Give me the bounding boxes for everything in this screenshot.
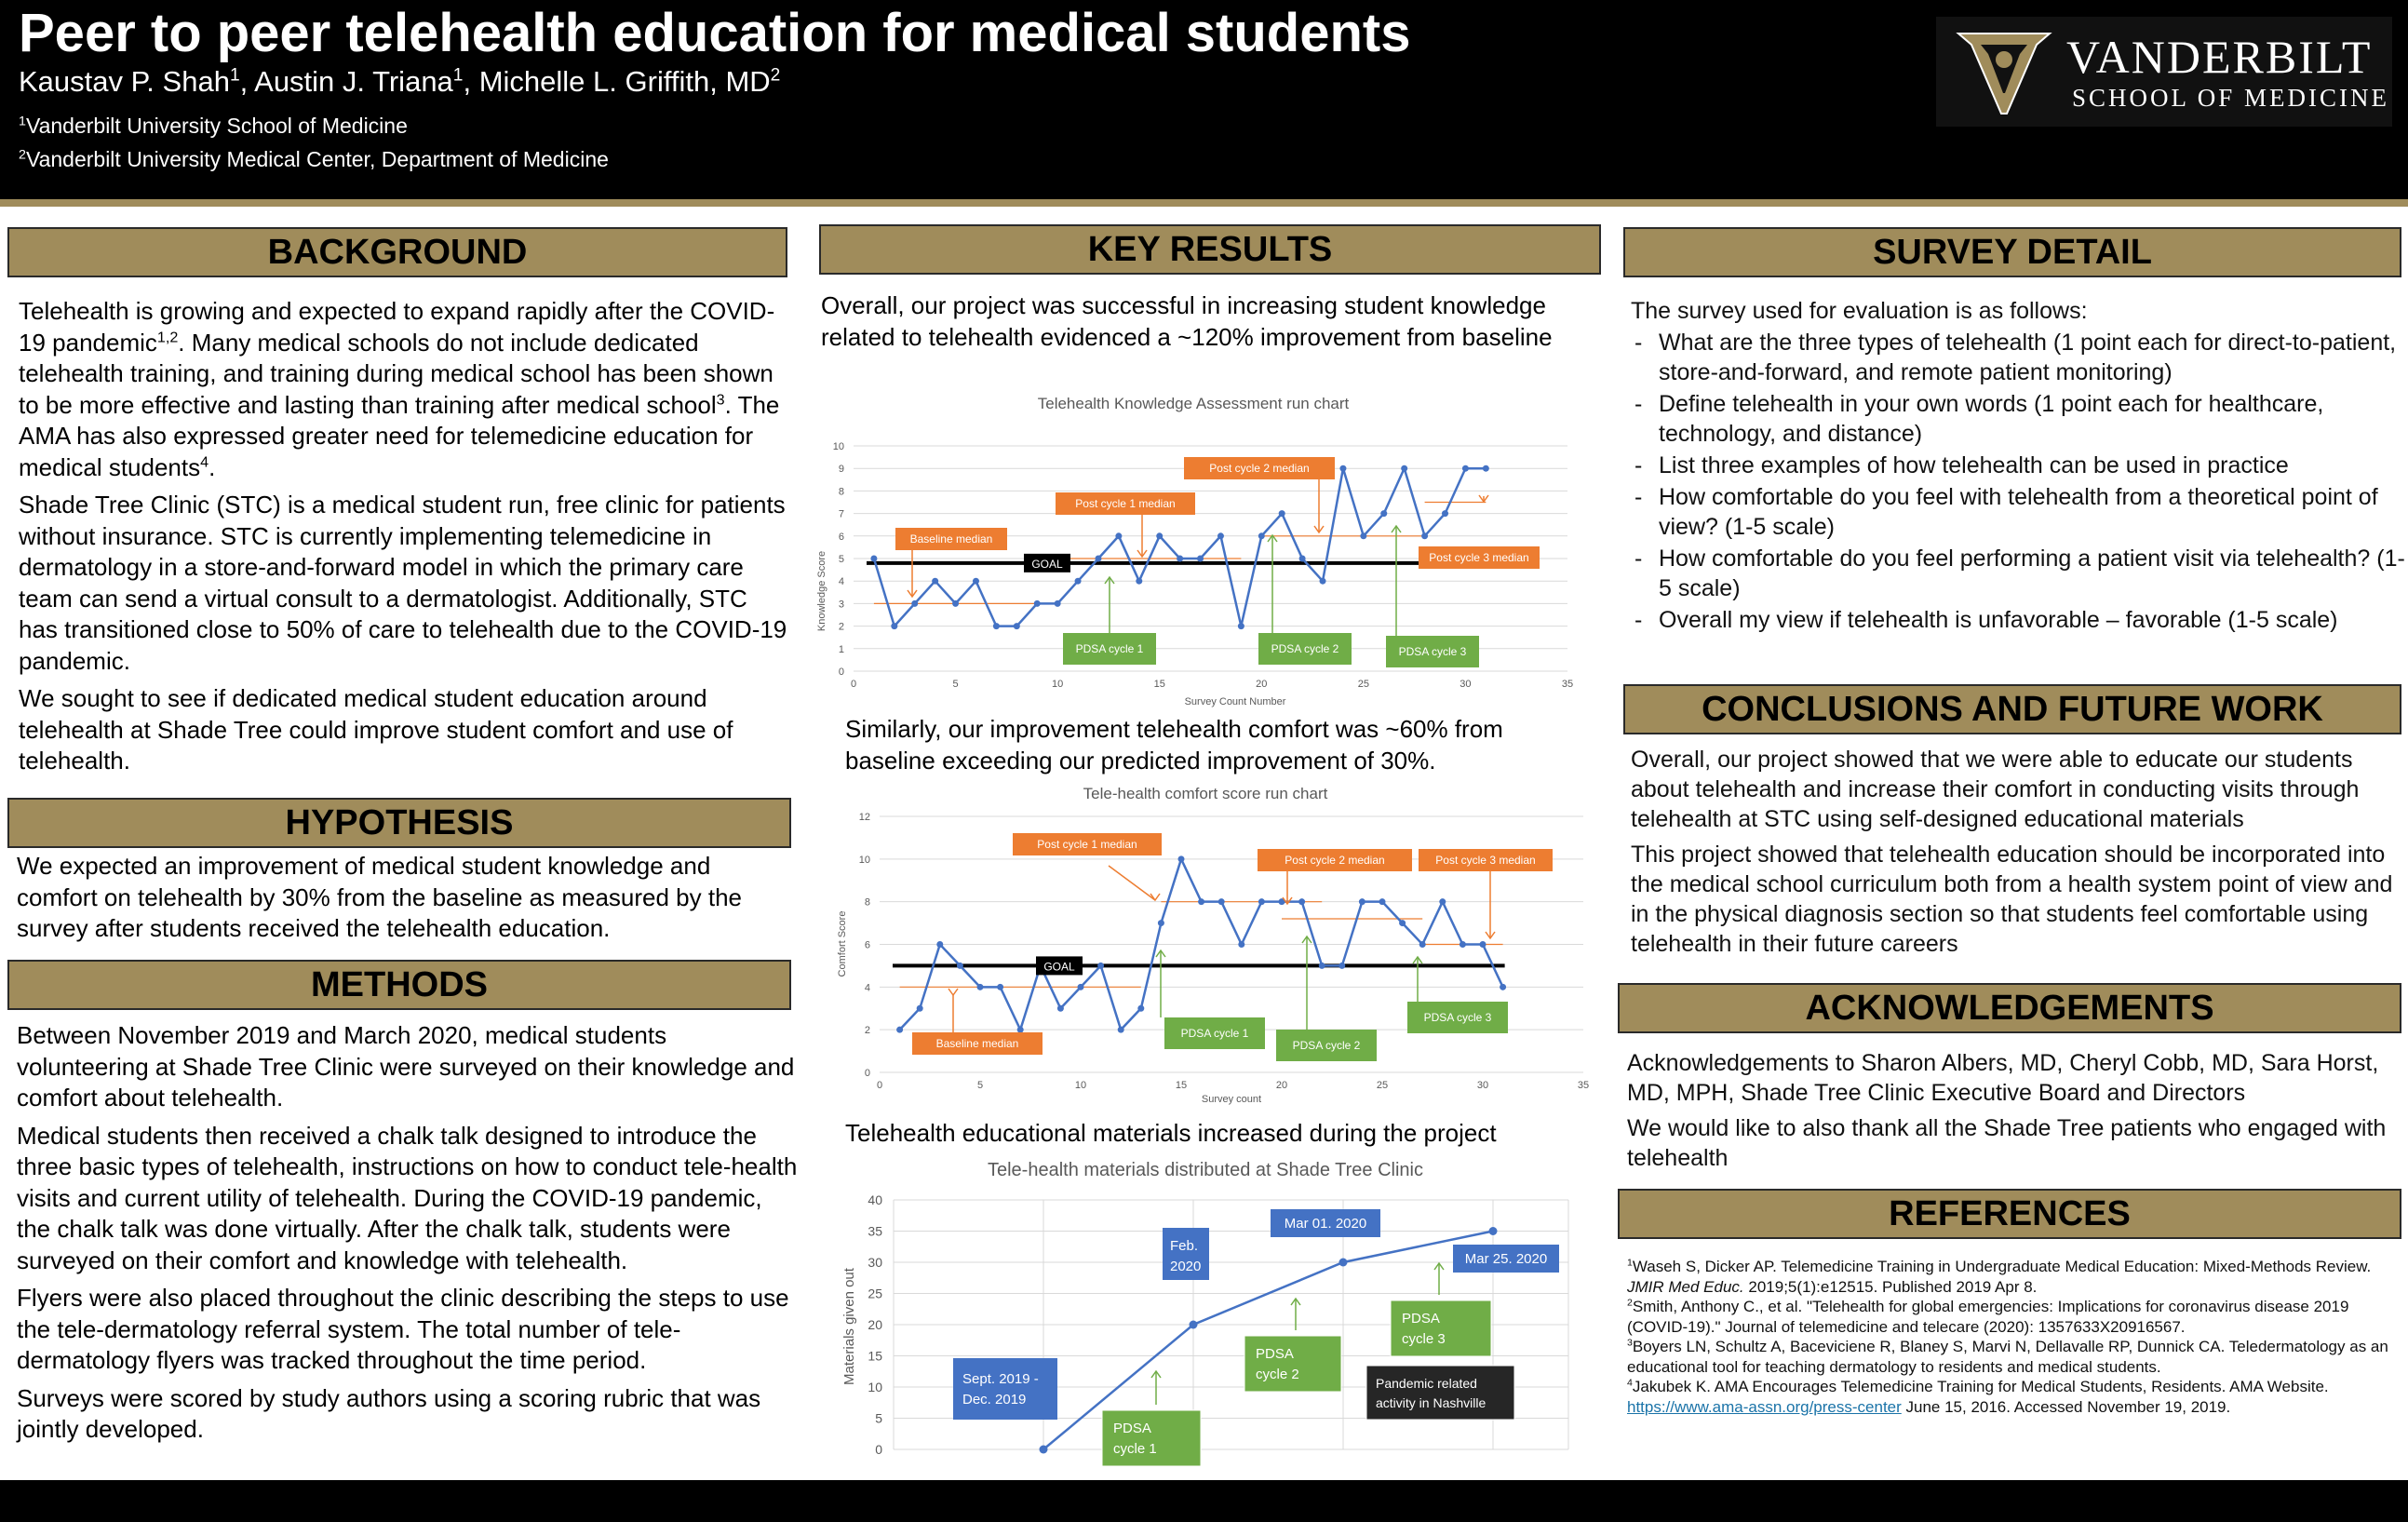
author-name: Austin J. Triana [254, 65, 453, 98]
references-heading: REFERENCES [1618, 1189, 2401, 1239]
background-paragraph-2: Shade Tree Clinic (STC) is a medical student run, free clinic for patients without insurance. STC is currently implementing telemedicine in dermatology in a store-and-forward model in which the primary care team can send a virtual consult to a dermatologist. Additionally, STC has transitioned close to 50% of care to telehealth due to the COVID-19 pandemic. [19, 491, 787, 675]
author-name: Kaustav P. Shah [19, 65, 230, 98]
header-gold-bar [0, 199, 2408, 207]
y-tick-label: 8 [864, 896, 870, 909]
y-tick-label: 3 [838, 599, 844, 611]
data-point [1136, 578, 1142, 585]
y-tick-label: 4 [838, 576, 844, 588]
y-tick-label: 6 [864, 939, 870, 951]
data-point [1258, 532, 1265, 539]
survey-heading: SURVEY DETAIL [1623, 227, 2401, 277]
pdsa-label: PDSA cycle 3 [1423, 1011, 1492, 1024]
data-point [1339, 1259, 1348, 1267]
data-point [1401, 465, 1407, 472]
data-point [1279, 510, 1285, 517]
survey-question: - What are the three types of telehealth (1 point each for direct-to-patient, store-and-forward, and remote patient monitoring) [1631, 328, 2405, 387]
survey-question-list [1631, 328, 2405, 635]
comfort-run-chart [824, 778, 1596, 1111]
data-point [1075, 578, 1082, 585]
methods-section [17, 1020, 799, 1452]
x-tick-label: 5 [976, 1080, 984, 1091]
data-point [1115, 532, 1122, 539]
data-point [1480, 941, 1487, 948]
data-point [1421, 532, 1428, 539]
data-point [1218, 898, 1225, 905]
data-point [1360, 532, 1366, 539]
affiliation-1: $^1$Vanderbilt University School of Medicine [19, 114, 408, 138]
point-label: Dec. 2019 [962, 1392, 1027, 1408]
y-tick-label: 10 [832, 441, 844, 452]
acknowledgements-paragraph-1: Acknowledgements to Sharon Albers, MD, Cheryl Cobb, MD, Sara Horst, MD, MPH, Shade Tree Clinic Executive Board and Directors [1627, 1050, 2379, 1106]
point-label: Mar 01. 2020 [1284, 1216, 1367, 1232]
pdsa-label: PDSA [1256, 1346, 1294, 1362]
reference-4: $^4$Jakubek K. AMA Encourages Telemedicine Training for Medical Students, Residents. AMA Website. https://www.ama-assn.org/press-center June 15, 2016. Accessed November 19, 2019. [1627, 1377, 2329, 1416]
point-label: Feb. [1170, 1238, 1199, 1254]
x-tick-label: 25 [1357, 679, 1369, 690]
data-point [1238, 623, 1244, 629]
x-tick-label: 0 [850, 679, 857, 690]
median-label: Baseline median [935, 1037, 1019, 1050]
data-point [1380, 510, 1387, 517]
key-results-intro-1: Overall, our project was successful in increasing student knowledge related to telehealth evidenced a ~120% improvement from baseline [821, 291, 1553, 351]
data-point [1177, 556, 1183, 562]
survey-section [1631, 296, 2405, 637]
x-tick-label: 30 [1476, 1080, 1489, 1091]
x-tick-label: 15 [1175, 1080, 1188, 1091]
chart-title: Tele-health materials distributed at Shade Tree Clinic [987, 1160, 1424, 1180]
median-label: Post cycle 2 median [1285, 854, 1385, 867]
data-point [932, 578, 938, 585]
data-point [1158, 920, 1164, 926]
poster-title: Peer to peer telehealth education for medical students [19, 3, 1411, 63]
data-point [1339, 465, 1346, 472]
x-axis-label: Survey count [1201, 1094, 1262, 1105]
y-axis-label: Comfort Score [837, 910, 848, 977]
data-point [1339, 963, 1345, 969]
x-tick-label: 15 [1153, 679, 1165, 690]
point-label: Mar 25. 2020 [1464, 1251, 1548, 1267]
y-tick-label: 2 [838, 621, 844, 633]
pdsa-label: PDSA cycle 1 [1075, 642, 1144, 655]
data-point [936, 941, 943, 948]
pdsa-label: cycle 1 [1113, 1441, 1157, 1457]
data-point [1320, 578, 1326, 585]
arrow-head [948, 989, 958, 995]
acknowledgements-section [1627, 1048, 2401, 1173]
data-point [1040, 1446, 1048, 1454]
x-axis-label: Survey Count Number [1184, 696, 1286, 707]
logo-subtitle: SCHOOL OF MEDICINE [2072, 84, 2390, 112]
data-point [911, 600, 918, 607]
y-tick-label: 10 [858, 854, 870, 866]
data-point [1137, 1005, 1144, 1012]
data-point [1460, 941, 1466, 948]
data-point [896, 1027, 903, 1033]
y-tick-label: 10 [868, 1380, 882, 1394]
y-tick-label: 0 [864, 1068, 870, 1079]
point-label: Sept. 2019 - [962, 1371, 1039, 1387]
y-tick-label: 2 [864, 1025, 870, 1037]
x-tick-label: 10 [1052, 679, 1064, 690]
data-point [891, 623, 897, 629]
hypothesis-section [17, 851, 789, 951]
x-tick-label: 35 [1577, 1080, 1590, 1091]
background-paragraph-3: We sought to see if dedicated medical student education around telehealth at Shade Tree could improve student comfort and use of telehealth. [19, 684, 733, 774]
pdsa-label: cycle 2 [1256, 1367, 1299, 1382]
data-point [993, 623, 1000, 629]
median-label: Baseline median [909, 532, 993, 545]
methods-paragraph-1: Between November 2019 and March 2020, medical students volunteering at Shade Tree Clinic were surveyed on their knowledge and comfort about telehealth. [17, 1021, 795, 1111]
materials-chart [824, 1152, 1587, 1477]
y-tick-label: 40 [868, 1192, 882, 1207]
survey-question: - How comfortable do you feel performing a patient visit via telehealth? (1-5 scale) [1631, 544, 2405, 603]
y-tick-label: 35 [868, 1223, 882, 1239]
y-tick-label: 25 [868, 1286, 882, 1301]
x-tick-label: 35 [1561, 679, 1574, 690]
reference-3: $^3$Boyers LN, Schultz A, Baceviciene R, Blaney S, Marvi N, Dellavalle RP, Dunnick CA. Teledermatology as an educational tool for teaching dermatology to residents and medical students. [1627, 1337, 2388, 1376]
median-label: Post cycle 1 median [1075, 497, 1176, 510]
pdsa-label: PDSA cycle 3 [1398, 645, 1467, 658]
y-tick-label: 20 [868, 1317, 882, 1332]
methods-heading: METHODS [7, 960, 791, 1010]
data-point [1258, 898, 1265, 905]
x-tick-label: 5 [952, 679, 959, 690]
data-point [1078, 984, 1084, 990]
data-point [1419, 941, 1426, 948]
goal-label: GOAL [1043, 960, 1075, 974]
pandemic-label-box [1366, 1366, 1514, 1420]
pdsa-label-box [1391, 1300, 1491, 1356]
vanderbilt-logo [1936, 17, 2392, 127]
references-section [1627, 1257, 2401, 1417]
data-point [973, 578, 979, 585]
methods-paragraph-3: Flyers were also placed throughout the clinic describing the steps to use the tele-dermatology referral system. The total number of tele-dermatology flyers was tracked throughout the time period. [17, 1284, 789, 1374]
methods-paragraph-2: Medical students then received a chalk talk designed to introduce the three basic types of telehealth, instructions on how to conduct tele-health visits and current utility of telehealth. During the COVID-19 pandemic, the chalk talk was done virtually. After the chalk talk, students were surveyed on their comfort and knowledge with telehealth. [17, 1121, 798, 1274]
data-point [1034, 600, 1041, 607]
background-heading: BACKGROUND [7, 227, 787, 277]
ama-press-link[interactable]: https://www.ama-assn.org/press-center [1627, 1397, 1902, 1416]
y-tick-label: 1 [838, 643, 844, 655]
data-point [1055, 600, 1061, 607]
y-tick-label: 5 [875, 1410, 882, 1426]
y-axis-label: Materials given out [841, 1268, 857, 1385]
median-label: Post cycle 2 median [1209, 462, 1310, 475]
point-label: 2020 [1170, 1259, 1202, 1274]
goal-label: GOAL [1031, 557, 1063, 571]
x-tick-label: 10 [1074, 1080, 1087, 1091]
key-results-heading: KEY RESULTS [819, 224, 1601, 275]
chart-title: Telehealth Knowledge Assessment run chart [1037, 395, 1350, 412]
data-point [1299, 556, 1306, 562]
conclusions-paragraph-2: This project showed that telehealth education should be incorporated into the medical school curriculum both from a health system point of view and in the physical diagnosis section so that students feel comfortable using telehealth in their future careers [1631, 842, 2393, 957]
data-point [1190, 1321, 1198, 1329]
y-tick-label: 9 [838, 464, 844, 476]
data-point [1156, 532, 1163, 539]
survey-question: - How comfortable do you feel with telehealth from a theoretical point of view? (1-5 scale) [1631, 482, 2405, 542]
data-point [1097, 963, 1104, 969]
survey-question: - Define telehealth in your own words (1 point each for healthcare, technology, and distance) [1631, 389, 2405, 449]
median-arrow [1109, 866, 1155, 900]
data-point [1017, 1027, 1024, 1033]
pdsa-label: PDSA cycle 2 [1292, 1039, 1361, 1052]
vanderbilt-oak-leaf-icon [1953, 26, 2055, 119]
y-tick-label: 6 [838, 531, 844, 543]
data-point [1118, 1027, 1124, 1033]
author-name: Michelle L. Griffith, MD [478, 65, 771, 98]
data-point [1014, 623, 1020, 629]
data-point [1359, 898, 1365, 905]
data-point [1439, 898, 1446, 905]
data-point [1197, 556, 1204, 562]
background-section [19, 296, 787, 784]
pdsa-label: PDSA [1113, 1421, 1151, 1436]
data-point [1462, 465, 1469, 472]
y-tick-label: 8 [838, 486, 844, 498]
x-tick-label: 30 [1460, 679, 1472, 690]
knowledge-run-chart [812, 386, 1584, 717]
pandemic-label: Pandemic related [1376, 1376, 1477, 1391]
point-label-box [953, 1358, 1057, 1420]
survey-intro: The survey used for evaluation is as follows: [1631, 298, 2088, 324]
hypothesis-paragraph: We expected an improvement of medical student knowledge and comfort on telehealth by 30% from the baseline as measured by the survey after students received the telehealth education. [17, 852, 742, 942]
chart-title: Tele-health comfort score run chart [1083, 785, 1328, 802]
data-point [977, 984, 984, 990]
y-axis-label: Knowledge Score [816, 550, 827, 632]
median-label: Post cycle 3 median [1435, 854, 1536, 867]
data-point [1298, 898, 1305, 905]
conclusions-paragraph-1: Overall, our project showed that we were able to educate our students about telehealth and increase their comfort in conducting visits through telehealth at STC using self-designed educational materials [1631, 747, 2360, 832]
survey-question: - List three examples of how telehealth can be used in practice [1631, 451, 2405, 480]
reference-2: $^2$Smith, Anthony C., et al. "Telehealth for global emergencies: Implications for coronavirus disease 2019 (COVID-19)." Journal of telemedicine and telecare (2020): 1357633X20916567. [1627, 1297, 2349, 1336]
data-point [1483, 465, 1489, 472]
y-tick-label: 0 [838, 667, 844, 678]
affiliation-2: $^2$Vanderbilt University Medical Center, Department of Medicine [19, 147, 609, 171]
data-point [1319, 963, 1325, 969]
acknowledgements-paragraph-2: We would like to also thank all the Shade Tree patients who engaged with telehealth [1627, 1115, 2387, 1171]
reference-1: $^1$Waseh S, Dicker AP. Telemedicine Training in Undergraduate Medical Education: Mixed-Methods Review. JMIR Med Educ. 2019;5(1):e12515. Published 2019 Apr 8. [1627, 1257, 2372, 1296]
logo-wordmark: VANDERBILT [2066, 31, 2373, 83]
conclusions-section [1631, 745, 2401, 959]
data-point [997, 984, 1003, 990]
x-tick-label: 0 [876, 1080, 883, 1091]
y-tick-label: 15 [868, 1348, 882, 1364]
data-point [870, 556, 877, 562]
data-point [917, 1005, 923, 1012]
data-point [1399, 920, 1406, 926]
methods-paragraph-4: Surveys were scored by study authors using a scoring rubric that was jointly developed. [17, 1383, 761, 1443]
survey-question: - Overall my view if telehealth is unfavorable – favorable (1-5 scale) [1631, 605, 2405, 635]
y-tick-label: 5 [838, 554, 844, 565]
pdsa-label-box [1102, 1410, 1201, 1466]
pdsa-label: PDSA [1402, 1311, 1440, 1327]
y-tick-label: 30 [868, 1255, 882, 1270]
x-tick-label: 20 [1256, 679, 1268, 690]
background-paragraph-1: Telehealth is growing and expected to expand rapidly after the COVID-19 pandemic$^{1,2}$. Many medical schools do not include dedicated telehealth training, and training during medical school has been shown to be more effective and lasting than training after medical school$^3$. The AMA has also expressed greater need for telemedicine education for medical students$^4$. [19, 297, 780, 481]
pdsa-label: PDSA cycle 1 [1180, 1027, 1249, 1040]
y-tick-label: 4 [864, 982, 870, 994]
author-list: Kaustav P. Shah$^1$, Austin J. Triana$^1$, Michelle L. Griffith, $MD^2$ [19, 65, 781, 98]
y-tick-label: 0 [875, 1442, 882, 1457]
median-label: Post cycle 3 median [1429, 551, 1529, 564]
y-tick-label: 7 [838, 508, 844, 520]
pdsa-label: PDSA cycle 2 [1271, 642, 1339, 655]
median-label: Post cycle 1 median [1037, 838, 1137, 851]
data-point [1500, 984, 1506, 990]
y-tick-label: 12 [858, 812, 870, 823]
data-point [1178, 855, 1185, 862]
data-point [1057, 1005, 1064, 1012]
acknowledgements-heading: ACKNOWLEDGEMENTS [1618, 983, 2401, 1033]
conclusions-heading: CONCLUSIONS AND FUTURE WORK [1623, 684, 2401, 734]
data-point [1198, 898, 1204, 905]
x-tick-label: 25 [1376, 1080, 1389, 1091]
data-point [1095, 556, 1101, 562]
key-results-intro-2: Similarly, our improvement telehealth comfort was ~60% from baseline exceeding our predicted improvement of 30%. [845, 715, 1503, 774]
data-point [1217, 532, 1224, 539]
pdsa-label: cycle 3 [1402, 1331, 1446, 1347]
data-point [957, 963, 963, 969]
data-point [1442, 510, 1448, 517]
data-point [1489, 1227, 1498, 1235]
key-results-intro-3: Telehealth educational materials increased during the project [845, 1119, 1497, 1147]
data-point [1379, 898, 1386, 905]
pandemic-label: activity in Nashville [1376, 1395, 1487, 1410]
pdsa-label-box [1244, 1336, 1341, 1392]
data-point [952, 600, 959, 607]
hypothesis-heading: HYPOTHESIS [7, 798, 791, 848]
poster-footer [0, 1480, 2408, 1522]
data-point [1238, 941, 1244, 948]
x-tick-label: 20 [1275, 1080, 1288, 1091]
